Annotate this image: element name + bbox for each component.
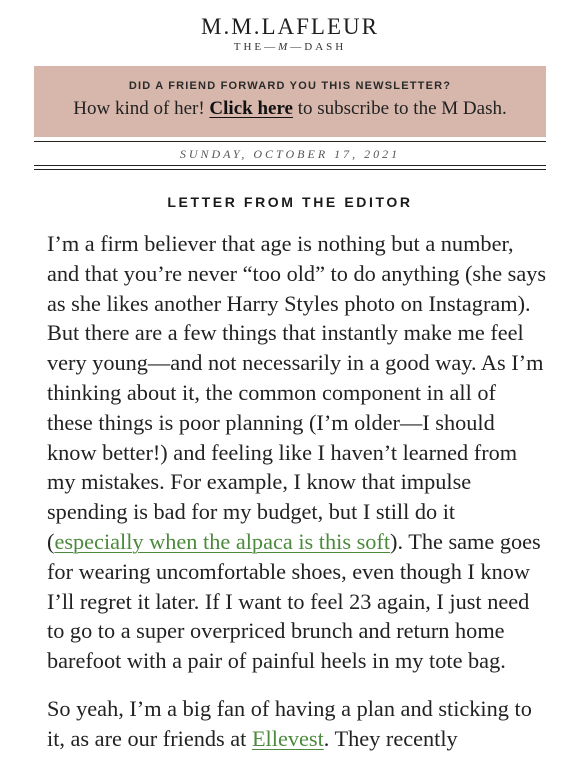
banner-eyebrow: DID A FRIEND FORWARD YOU THIS NEWSLETTER? — [128, 80, 452, 92]
alpaca-link[interactable]: especially when the alpaca is this soft — [54, 528, 391, 554]
paragraph-1-text-a: I’m a firm believer that age is nothing but a number, and that you’re never “too old” to do anything (she says as she likes another Harry Styles photo on Instagram). But there are a few things that instantly make me feel very young—and not necessarily in a good way. As I’m thinking about it, the common component in all of these things is poor planning (I’m older—I should know better!) and feeling like I haven’t learned from my mistakes. For example, I know that impulse spending is bad for my budget, but I still do it ( — [47, 231, 547, 554]
newsletter-name-right: —DASH — [290, 41, 347, 53]
article-body — [47, 229, 547, 772]
subscribe-banner — [34, 66, 546, 137]
subscribe-link[interactable]: Click here — [209, 98, 293, 119]
divider-bottom-double — [34, 169, 546, 170]
newsletter-name — [0, 41, 580, 53]
banner-message — [34, 98, 546, 120]
ellevest-link[interactable]: Ellevest — [251, 725, 324, 751]
section-title: LETTER FROM THE EDITOR — [167, 194, 413, 210]
divider-bottom — [34, 165, 546, 166]
newsletter-name-left: THE— — [233, 41, 279, 53]
banner-tail: to subscribe to the M Dash. — [292, 98, 507, 119]
newsletter-name-m: M — [278, 41, 291, 53]
article-paragraph-1 — [47, 229, 547, 676]
brand-logo[interactable]: M.M.LAFLEUR — [201, 14, 379, 39]
paragraph-2-text-b: . They recently — [323, 725, 458, 751]
divider-top — [34, 141, 546, 142]
issue-date: SUNDAY, OCTOBER 17, 2021 — [179, 147, 401, 161]
paragraph-1-text-b: ). The same goes for wearing uncomfortable shoes, even though I know I’ll regret it later. If I want to feel 23 again, I just need to go to a super overpriced brunch and return home barefoot with a pair of painful heels in my tote bag. — [47, 528, 541, 674]
banner-lead: How kind of her! — [73, 98, 210, 119]
masthead — [0, 0, 580, 53]
paragraph-2-text-a: So yeah, I’m a big fan of having a plan and sticking to it, as are our friends at — [47, 695, 532, 751]
article-paragraph-2 — [47, 694, 547, 754]
